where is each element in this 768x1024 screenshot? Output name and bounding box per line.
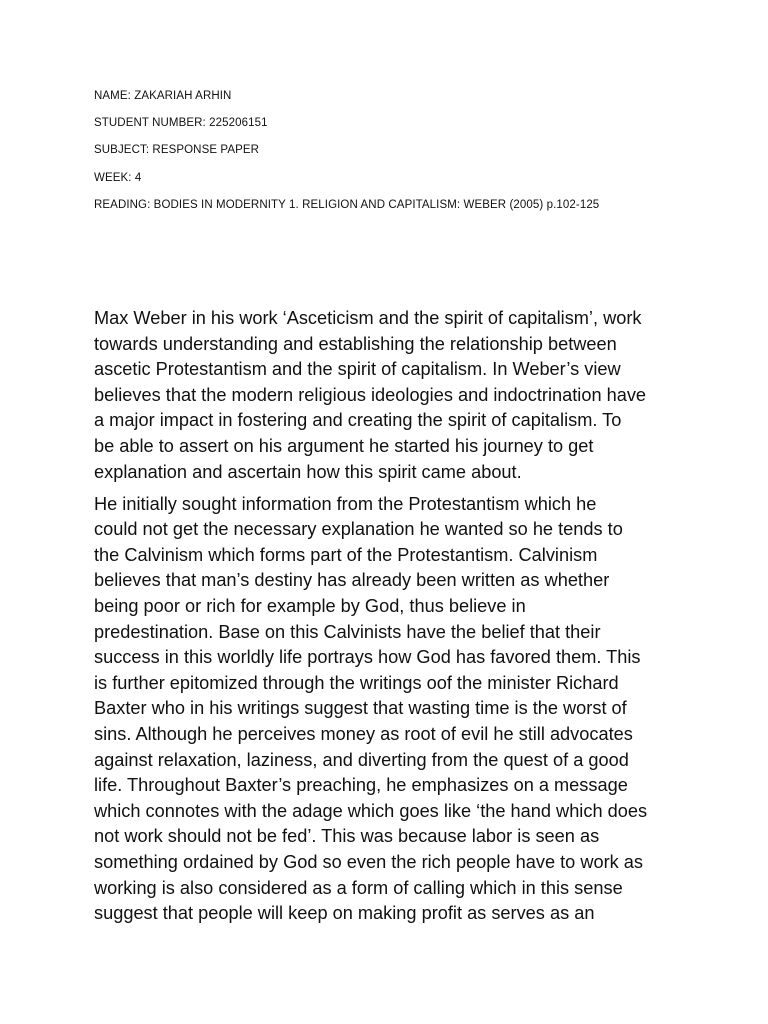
text-line: Max Weber in his work ‘Asceticism and the spirit of capitalism’, work bbox=[94, 308, 642, 328]
text-line: ascetic Protestantism and the spirit of capitalism. In Weber’s view bbox=[94, 359, 621, 380]
text-line: believes that the modern religious ideologies and indoctrination have bbox=[94, 384, 647, 405]
text-line: predestination. Base on this Calvinists have the belief that their bbox=[94, 621, 601, 642]
paragraph-2 bbox=[94, 492, 690, 927]
text-line: Baxter who in his writings suggest that wasting time is the worst of bbox=[94, 698, 627, 719]
header-student-number: STUDENT NUMBER: 225206151 bbox=[94, 117, 268, 130]
text-line: the Calvinism which forms part of the Protestantism. Calvinism bbox=[94, 544, 598, 565]
header-reading: READING: BODIES IN MODERNITY 1. RELIGION AND CAPITALISM: WEBER (2005) p.102-125 bbox=[94, 198, 600, 211]
text-line: He initially sought information from the Protestantism which he bbox=[94, 493, 597, 514]
text-line: could not get the necessary explanation he wanted so he tends to bbox=[94, 519, 623, 540]
document-header bbox=[94, 89, 734, 225]
text-line: a major impact in fostering and creating the spirit of capitalism. To bbox=[94, 410, 622, 431]
text-line: life. Throughout Baxter’s preaching, he emphasizes on a message bbox=[94, 775, 628, 796]
header-subject: SUBJECT: RESPONSE PAPER bbox=[94, 144, 260, 157]
text-line: not work should not be fed’. This was because labor is seen as bbox=[94, 826, 600, 847]
text-line: which connotes with the adage which goes like ‘the hand which does bbox=[94, 800, 648, 821]
text-line: being poor or rich for example by God, thus believe in bbox=[94, 596, 526, 617]
text-line: success in this worldly life portrays how God has favored them. This bbox=[94, 647, 641, 668]
header-name: NAME: ZAKARIAH ARHIN bbox=[94, 90, 232, 102]
text-line: believes that man’s destiny has already been written as whether bbox=[94, 570, 610, 591]
header-week: WEEK: 4 bbox=[94, 171, 142, 184]
document-body bbox=[94, 306, 690, 927]
text-line: suggest that people will keep on making profit as serves as an bbox=[94, 903, 595, 924]
text-line: explanation and ascertain how this spirit came about. bbox=[94, 461, 522, 482]
text-line: towards understanding and establishing the relationship between bbox=[94, 333, 617, 354]
text-line: is further epitomized through the writings oof the minister Richard bbox=[94, 672, 619, 693]
paragraph-1 bbox=[94, 306, 690, 485]
text-line: sins. Although he perceives money as root of evil he still advocates bbox=[94, 724, 633, 744]
text-line: something ordained by God so even the rich people have to work as bbox=[94, 851, 643, 872]
text-line: working is also considered as a form of calling which in this sense bbox=[94, 877, 623, 898]
text-line: against relaxation, laziness, and diverting from the quest of a good bbox=[94, 749, 629, 770]
text-line: be able to assert on his argument he started his journey to get bbox=[94, 435, 594, 456]
